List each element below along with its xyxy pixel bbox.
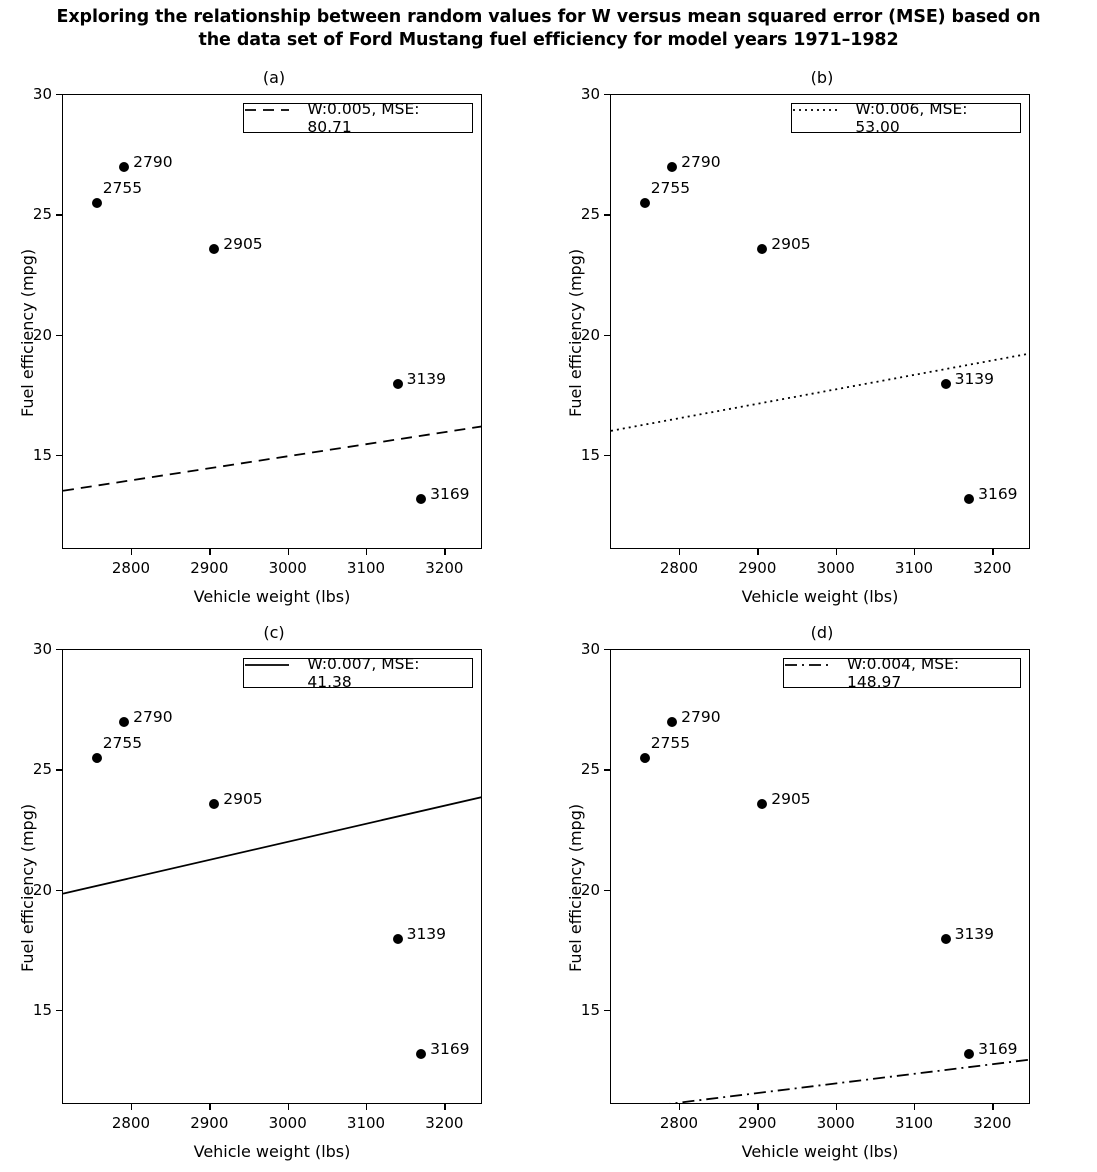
x-axis-tick [131, 549, 132, 555]
x-axis-label: Vehicle weight (lbs) [193, 587, 351, 606]
legend-label: W:0.006, MSE: 53.00 [855, 100, 968, 136]
chart-panel-c [0, 617, 548, 1172]
x-axis-tick [757, 549, 758, 555]
data-point-label: 3139 [406, 924, 447, 943]
legend [243, 100, 473, 136]
data-point [941, 934, 951, 944]
y-axis-label: Fuel efficiency (mpg) [18, 248, 37, 417]
chart-panel-a [0, 62, 548, 617]
data-point [393, 379, 403, 389]
x-axis-tick [444, 549, 445, 555]
data-point-label: 2790 [681, 708, 721, 727]
y-axis-tick-label: 15 [580, 446, 600, 465]
x-axis-tick-label: 3000 [268, 1114, 307, 1132]
x-axis-tick [679, 1104, 680, 1110]
y-axis-tick [56, 1010, 62, 1011]
x-axis-tick [131, 1104, 132, 1110]
plot-area [62, 94, 482, 549]
y-axis-tick [56, 649, 62, 650]
y-axis-tick [56, 335, 62, 336]
data-point-label: 3169 [978, 1040, 1018, 1059]
y-axis-tick [604, 94, 610, 95]
y-axis-tick [604, 214, 610, 215]
data-point-label: 2755 [650, 734, 691, 753]
x-axis-tick [444, 1104, 445, 1110]
y-axis-tick [604, 1010, 610, 1011]
legend [783, 655, 1021, 691]
x-axis-label: Vehicle weight (lbs) [741, 587, 899, 606]
data-point [92, 753, 102, 763]
y-axis-tick-label: 30 [580, 85, 600, 103]
x-axis-tick-label: 2800 [659, 1114, 699, 1132]
chart-panel-b [548, 62, 1096, 617]
legend-line-swatch [252, 112, 298, 124]
x-axis-tick [757, 1104, 758, 1110]
legend-line-swatch [252, 667, 298, 679]
y-axis-tick-label: 30 [580, 640, 600, 658]
y-axis-tick [604, 769, 610, 770]
x-axis-label: Vehicle weight (lbs) [193, 1142, 351, 1161]
data-point-label: 3139 [406, 369, 447, 388]
x-axis-tick [366, 1104, 367, 1110]
data-point [640, 753, 650, 763]
y-axis-tick-label: 25 [580, 205, 600, 224]
legend-line-swatch [792, 667, 838, 679]
data-point-label: 2905 [223, 235, 263, 254]
x-axis-label: Vehicle weight (lbs) [741, 1142, 899, 1161]
data-point-label: 3169 [430, 1040, 470, 1059]
panel-title: (a) [262, 68, 286, 87]
y-axis-tick [56, 455, 62, 456]
x-axis-tick-label: 2900 [738, 1114, 777, 1132]
data-point-label: 2790 [681, 153, 721, 172]
x-axis-tick-label: 3100 [894, 1114, 934, 1132]
y-axis-label: Fuel efficiency (mpg) [566, 803, 585, 972]
data-point-label: 3169 [978, 485, 1018, 504]
x-axis-tick-label: 3100 [346, 1114, 386, 1132]
data-point [393, 934, 403, 944]
x-axis-tick-label: 3000 [816, 559, 855, 577]
x-axis-tick [992, 549, 993, 555]
figure-panel-grid [0, 62, 1097, 1172]
y-axis-tick-label: 30 [32, 640, 52, 658]
y-axis-tick-label: 20 [580, 880, 600, 899]
x-axis-tick-label: 3100 [346, 559, 386, 577]
x-axis-tick-label: 3200 [973, 559, 1012, 577]
x-axis-tick-label: 3200 [425, 559, 464, 577]
y-axis-tick [56, 214, 62, 215]
panel-title: (d) [810, 623, 834, 642]
panel-title: (b) [810, 68, 834, 87]
x-axis-tick-label: 2800 [659, 559, 699, 577]
x-axis-tick [366, 549, 367, 555]
data-point-label: 2905 [771, 235, 811, 254]
data-point-label: 2755 [102, 734, 143, 753]
plot-area [610, 649, 1030, 1104]
data-point-label: 2905 [223, 790, 263, 809]
x-axis-tick-label: 2800 [111, 1114, 151, 1132]
y-axis-label: Fuel efficiency (mpg) [18, 803, 37, 972]
y-axis-tick-label: 30 [32, 85, 52, 103]
data-point-label: 2755 [650, 179, 691, 198]
data-point [941, 379, 951, 389]
x-axis-tick [992, 1104, 993, 1110]
x-axis-tick-label: 3000 [268, 559, 307, 577]
legend-label: W:0.004, MSE: 148.97 [847, 655, 960, 691]
legend [791, 100, 1021, 136]
y-axis-tick-label: 20 [32, 880, 52, 899]
x-axis-tick-label: 3200 [425, 1114, 464, 1132]
x-axis-tick-label: 2900 [190, 1114, 229, 1132]
x-axis-tick [288, 549, 289, 555]
y-axis-tick [56, 890, 62, 891]
y-axis-tick [56, 769, 62, 770]
legend-label: W:0.005, MSE: 80.71 [307, 100, 420, 136]
x-axis-tick-label: 2900 [190, 559, 229, 577]
y-axis-tick-label: 15 [32, 1001, 52, 1020]
figure-suptitle: Exploring the relationship between random values for W versus mean squared error (MSE) based on the data set of Ford Mustang fuel efficiency for model years 1971–1982 [56, 7, 1041, 51]
data-point-label: 2790 [133, 708, 173, 727]
y-axis-tick-label: 25 [580, 760, 600, 779]
x-axis-tick [914, 1104, 915, 1110]
y-axis-tick-label: 15 [580, 1001, 600, 1020]
y-axis-tick-label: 20 [580, 325, 600, 344]
data-point-label: 2790 [133, 153, 173, 172]
x-axis-tick-label: 3100 [894, 559, 934, 577]
y-axis-tick [604, 455, 610, 456]
panel-title: (c) [263, 623, 285, 642]
x-axis-tick [914, 549, 915, 555]
x-axis-tick-label: 3200 [973, 1114, 1012, 1132]
chart-panel-d [548, 617, 1096, 1172]
y-axis-tick-label: 20 [32, 325, 52, 344]
legend-label: W:0.007, MSE: 41.38 [307, 655, 420, 691]
x-axis-tick [288, 1104, 289, 1110]
x-axis-tick-label: 2800 [111, 559, 151, 577]
y-axis-tick-label: 15 [32, 446, 52, 465]
data-point-label: 2905 [771, 790, 811, 809]
y-axis-tick-label: 25 [32, 205, 52, 224]
x-axis-tick [836, 549, 837, 555]
plot-area [62, 649, 482, 1104]
legend [243, 655, 473, 691]
x-axis-tick-label: 3000 [816, 1114, 855, 1132]
x-axis-tick [209, 549, 210, 555]
y-axis-tick [604, 649, 610, 650]
y-axis-label: Fuel efficiency (mpg) [566, 248, 585, 417]
y-axis-tick [56, 94, 62, 95]
plot-area [610, 94, 1030, 549]
data-point-label: 2755 [102, 179, 143, 198]
y-axis-tick [604, 890, 610, 891]
x-axis-tick-label: 2900 [738, 559, 777, 577]
y-axis-tick [604, 335, 610, 336]
data-point-label: 3139 [954, 369, 995, 388]
y-axis-tick-label: 25 [32, 760, 52, 779]
x-axis-tick [679, 549, 680, 555]
data-point-label: 3169 [430, 485, 470, 504]
x-axis-tick [209, 1104, 210, 1110]
legend-line-swatch [800, 112, 846, 124]
data-point-label: 3139 [954, 924, 995, 943]
data-point [92, 198, 102, 208]
x-axis-tick [836, 1104, 837, 1110]
data-point [640, 198, 650, 208]
